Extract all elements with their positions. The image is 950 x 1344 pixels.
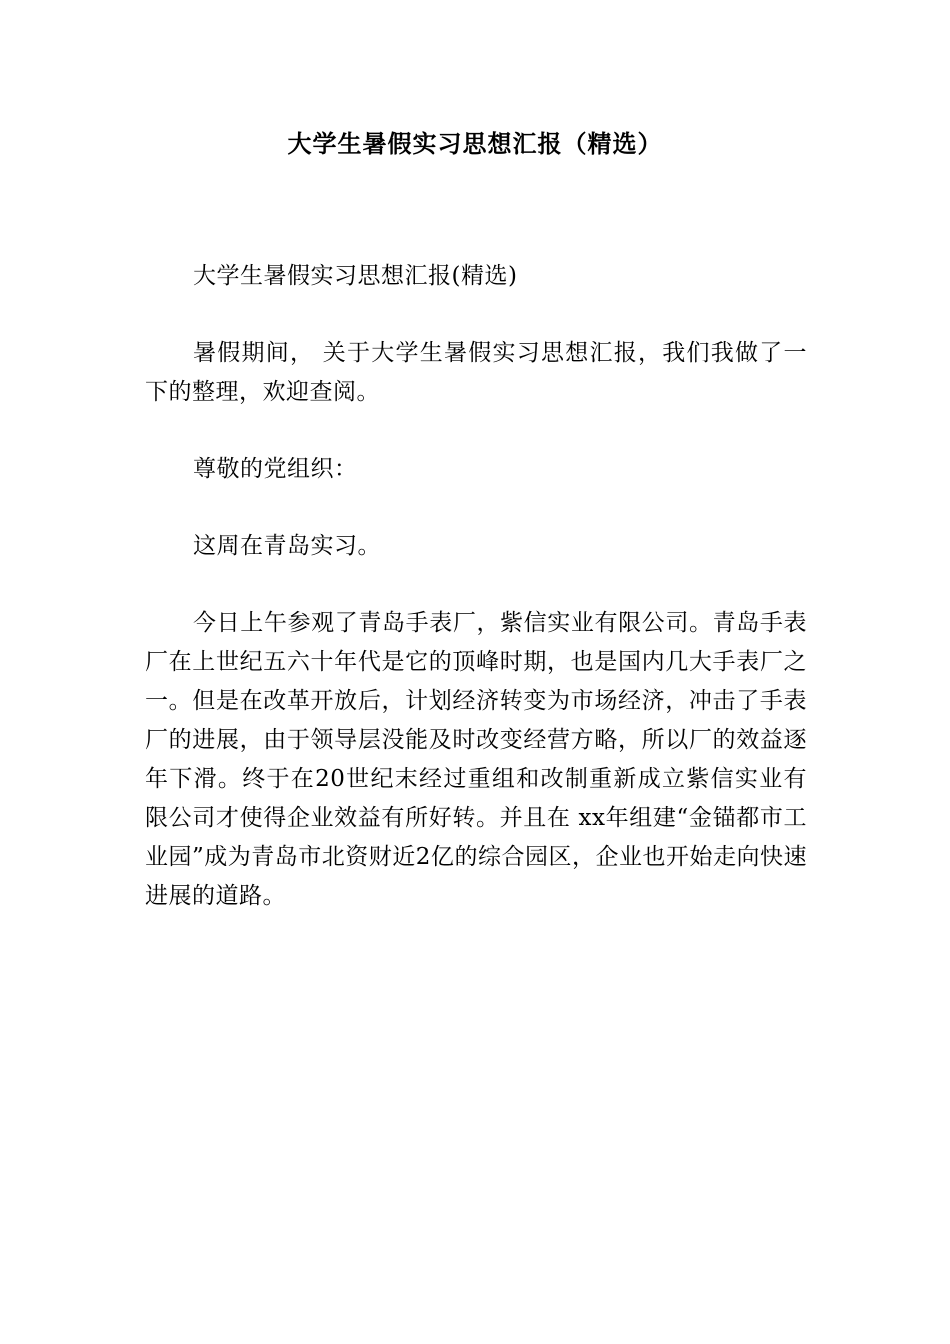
paragraph-intro: 暑假期间， 关于大学生暑假实习思想汇报，我们我做了一下的整理，欢迎查阅。 xyxy=(145,340,807,405)
paragraph-salutation: 尊敬的党组织： xyxy=(193,456,358,482)
document-title: 大学生暑假实习思想汇报（精选） xyxy=(287,130,663,158)
document-body xyxy=(145,257,807,954)
paragraph-main: 今日上午参观了青岛手表厂，紫信实业有限公司。青岛手表厂在上世纪五六十年代是它的顶峰时期，也是国内几大手表厂之一。但是在改革开放后，计划经济转变为市场经济，冲击了手表厂的进展，由于领导层没能及时改变经营方略，所以厂的效益逐年下滑。终于在20世纪末经过重组和改制重新成立紫信实业有限公司才使得企业效益有所好转。并且在 xx年组建“金锚都市工业园”成为青岛市北资财近2亿的综合园区，企业也开始走向快速进展的道路。 xyxy=(145,610,807,909)
paragraph-subtitle: 大学生暑假实习思想汇报(精选) xyxy=(193,263,518,289)
paragraph-location: 这周在青岛实习。 xyxy=(193,533,381,559)
